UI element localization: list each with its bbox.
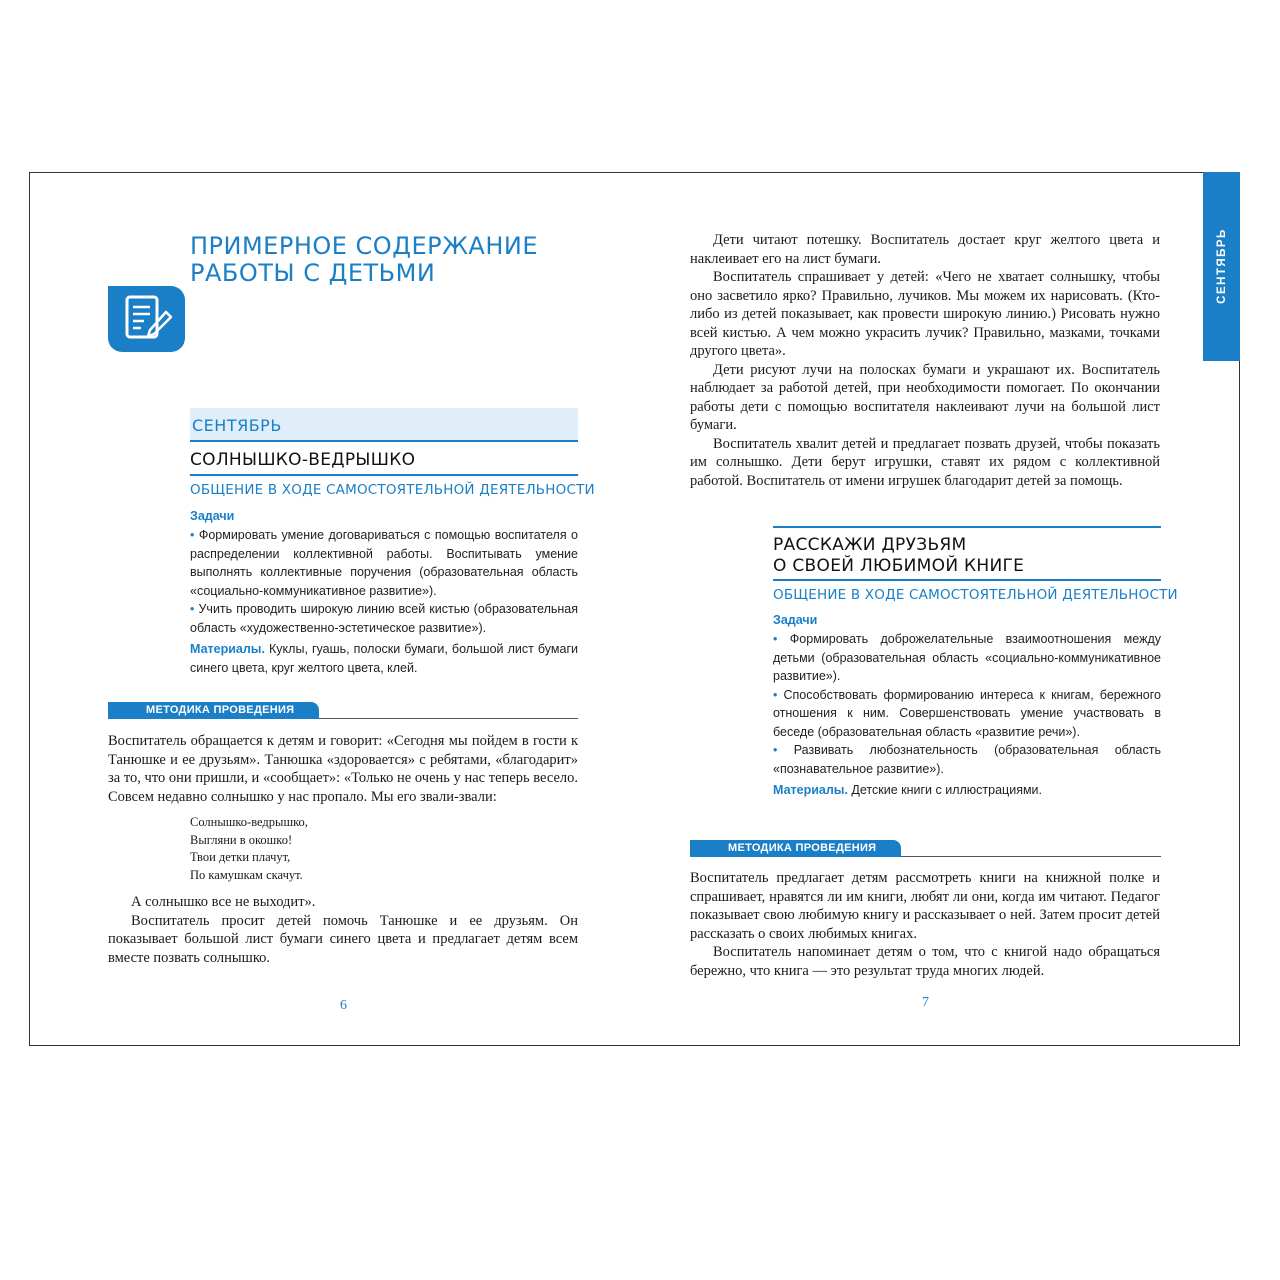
paragraph: Воспитатель предлагает детям рассмотреть книги на книжной полке и спрашивает, нравятся ли им книги, любят ли они, когда им читают. Педагог показывает свою любимую книгу и рассказывает о ней. Затем просит детей рассказать о своих любимых книгах. [690, 870, 1160, 942]
tasks-heading: Задачи [190, 509, 235, 523]
paragraph: Воспитатель спрашивает у детей: «Чего не хватает солнышку, чтобы оно засветило ярко? Правильно, лучиков. Мы можем их нарисовать. (Кто-либо из детей показывает, как провести широкую линию.) Рисовать нужно всей кистью. А чем можно украсить лучик? Правильно, мазками, точками другого цвета». [690, 269, 1160, 359]
method-text [690, 869, 1160, 980]
paragraph: Дети рисуют лучи на полосках бумаги и украшают их. Воспитатель наблюдает за работой детей, при необходимости помогает. По окончании работы дети с помощью воспитателя наклеивают лучи на большой лист бумаги. [690, 361, 1160, 433]
document-edit-icon [108, 286, 185, 352]
section-rule [190, 474, 578, 476]
paragraph: Воспитатель хвалит детей и предлагает позвать друзей, чтобы показать им солнышко. Дети берут игрушки, ставят их рядом с коллективной работой. Воспитатель от имени игрушек благодарит детей за помощь. [690, 435, 1160, 489]
section-top-rule [773, 526, 1161, 528]
paragraph: Воспитатель просит детей помочь Танюшке и ее друзьям. Он показывает большой лист бумаги синего цвета и предлагает детям всем вместе позвать солнышко. [108, 912, 578, 966]
section-title: СОЛНЫШКО-ВЕДРЫШКО [190, 450, 416, 470]
month-side-tab: СЕНТЯБРЬ [1203, 172, 1240, 361]
list-item: • Развивать любознательность (образовательная область «познавательное развитие»). [773, 743, 1161, 776]
poem: Солнышко-ведрышко, Выгляни в окошко! Твои детки плачут, По камушкам скачут. [190, 815, 308, 882]
materials: Материалы. Детские книги с иллюстрациями. [773, 783, 1043, 797]
list-item: • Учить проводить широкую линию всей кистью (образовательная область «художественно-эстетическое развитие»). [190, 602, 578, 635]
method-rule [319, 718, 578, 719]
tasks-list [190, 526, 578, 677]
paragraph: Дети читают потешку. Воспитатель достает круг желтого цвета и наклеивает его на лист бумаги. [690, 232, 1160, 267]
paragraph: А солнышко все не выходит». [131, 894, 316, 910]
materials: Материалы. Куклы, гуашь, полоски бумаги, большой лист бумаги синего цвета, круг желтого цвета, клей. [190, 642, 578, 675]
method-rule [901, 856, 1161, 857]
list-item: • Способствовать формированию интереса к книгам, бережного отношения к ним. Совершенствовать умение участвовать в беседе (образовательная область «развитие речи»). [773, 687, 1161, 739]
paragraph: Воспитатель напоминает детям о том, что с книгой надо обращаться бережно, что книга — это результат труда многих людей. [690, 944, 1160, 979]
list-item: • Формировать доброжелательные взаимоотношения между детьми (образовательная область «социально-коммуникативное развитие»). [773, 632, 1161, 683]
page-title: ПРИМЕРНОЕ СОДЕРЖАНИЕ РАБОТЫ С ДЕТЬМИ [190, 232, 539, 287]
method-label: МЕТОДИКА ПРОВЕДЕНИЯ [108, 702, 319, 719]
method-label: МЕТОДИКА ПРОВЕДЕНИЯ [690, 840, 901, 857]
section-subtitle: ОБЩЕНИЕ В ХОДЕ САМОСТОЯТЕЛЬНОЙ ДЕЯТЕЛЬНОСТИ [773, 587, 1178, 603]
section-rule [773, 579, 1161, 581]
tasks-list [773, 630, 1161, 800]
paragraph: Воспитатель обращается к детям и говорит: «Сегодня мы пойдем в гости к Танюшке и ее друзьям». Танюшка «здоровается» с ребятами, «благодарит» за то, что они пришли, и «сообщает»: «Только не очень у нас теперь весело. Совсем недавно солнышко у нас пропало. Мы его звали-звали: [108, 733, 578, 805]
continued-text [690, 231, 1160, 490]
section-title: РАССКАЖИ ДРУЗЬЯМ О СВОЕЙ ЛЮБИМОЙ КНИГЕ [773, 535, 1025, 576]
list-item: • Формировать умение договариваться с помощью воспитателя о распределении коллективной работы. Воспитывать умение выполнять коллективные поручения (образовательная область «социально-коммуникативное развитие»). [190, 528, 578, 598]
method-text [108, 732, 578, 967]
section-subtitle: ОБЩЕНИЕ В ХОДЕ САМОСТОЯТЕЛЬНОЙ ДЕЯТЕЛЬНОСТИ [190, 482, 595, 498]
tasks-heading: Задачи [773, 613, 818, 627]
page-number: 6 [340, 998, 347, 1013]
month-header: СЕНТЯБРЬ [190, 408, 578, 442]
page-number: 7 [922, 995, 929, 1010]
